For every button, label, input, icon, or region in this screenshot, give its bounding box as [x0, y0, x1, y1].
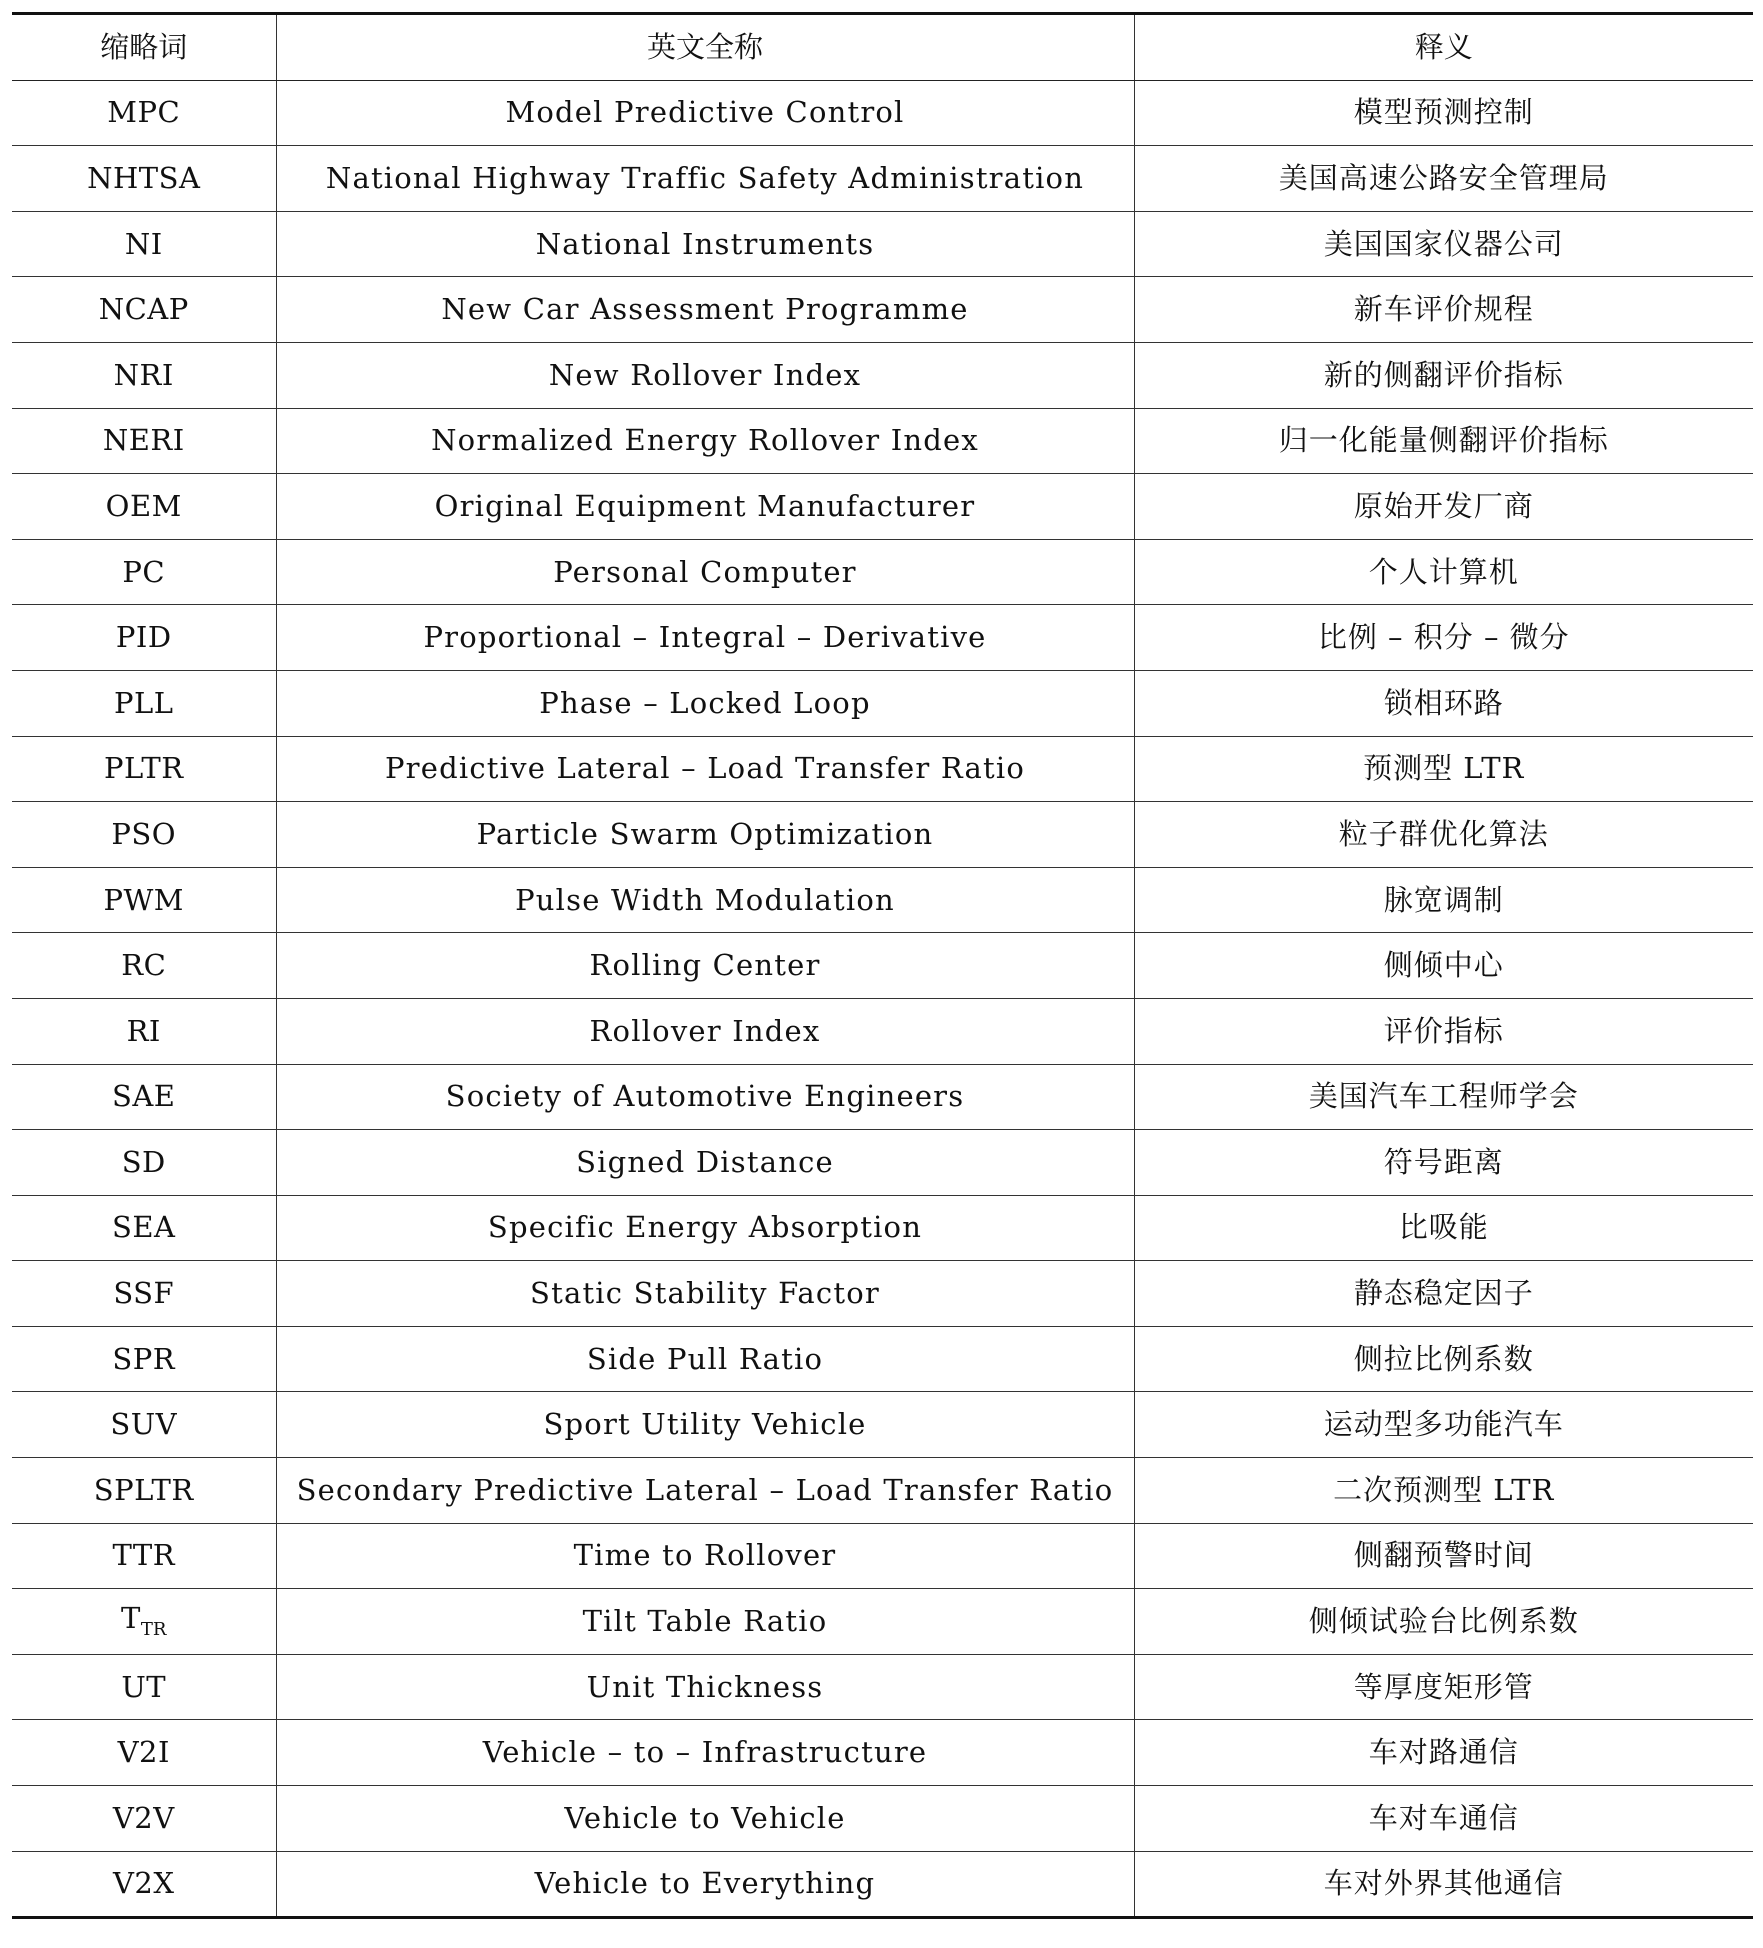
cell-abbreviation: [12, 998, 276, 1064]
cell-abbreviation: [12, 1851, 276, 1918]
table-row: [12, 605, 1753, 671]
cell-meaning: 美国汽车工程师学会: [1134, 1064, 1753, 1130]
abbreviation-text: MPC: [107, 95, 181, 130]
table-row: [12, 146, 1753, 212]
cell-full-name: Original Equipment Manufacturer: [276, 474, 1134, 540]
abbreviation-text: SPLTR: [93, 1472, 194, 1507]
cell-meaning: 脉宽调制: [1134, 867, 1753, 933]
cell-meaning: 美国高速公路安全管理局: [1134, 146, 1753, 212]
abbreviation-text: V2V: [112, 1800, 175, 1835]
cell-meaning: 比吸能: [1134, 1195, 1753, 1261]
cell-meaning: 原始开发厂商: [1134, 474, 1753, 540]
cell-meaning: 侧倾中心: [1134, 933, 1753, 999]
cell-abbreviation: [12, 539, 276, 605]
cell-abbreviation: [12, 1523, 276, 1589]
cell-abbreviation: [12, 1261, 276, 1327]
cell-full-name: National Highway Traffic Safety Administration: [276, 146, 1134, 212]
cell-abbreviation: [12, 1720, 276, 1786]
abbreviation-text: TTR: [112, 1538, 176, 1573]
cell-full-name: Particle Swarm Optimization: [276, 802, 1134, 868]
table-row: [12, 736, 1753, 802]
cell-full-name: Secondary Predictive Lateral – Load Transfer Ratio: [276, 1458, 1134, 1524]
cell-abbreviation: [12, 1786, 276, 1852]
table-row: [12, 1851, 1753, 1918]
header-row: [12, 14, 1753, 81]
cell-abbreviation: [12, 1064, 276, 1130]
cell-full-name: Tilt Table Ratio: [276, 1589, 1134, 1655]
cell-abbreviation: [12, 277, 276, 343]
table-row: [12, 1654, 1753, 1720]
cell-abbreviation: [12, 802, 276, 868]
table-row: [12, 933, 1753, 999]
cell-full-name: Vehicle – to – Infrastructure: [276, 1720, 1134, 1786]
table-row: [12, 670, 1753, 736]
cell-meaning: 侧拉比例系数: [1134, 1326, 1753, 1392]
cell-abbreviation: [12, 1458, 276, 1524]
abbreviation-text: V2X: [112, 1866, 175, 1901]
abbreviation-text: SEA: [112, 1210, 176, 1245]
cell-full-name: Side Pull Ratio: [276, 1326, 1134, 1392]
abbreviation-table: [12, 12, 1753, 1919]
cell-full-name: Time to Rollover: [276, 1523, 1134, 1589]
cell-full-name: Static Stability Factor: [276, 1261, 1134, 1327]
cell-meaning: 预测型 LTR: [1134, 736, 1753, 802]
cell-abbreviation: [12, 670, 276, 736]
table-row: [12, 1326, 1753, 1392]
table-row: [12, 1392, 1753, 1458]
cell-abbreviation: [12, 1589, 276, 1655]
table-row: [12, 211, 1753, 277]
cell-meaning: 侧翻预警时间: [1134, 1523, 1753, 1589]
cell-full-name: New Rollover Index: [276, 342, 1134, 408]
table-row: [12, 277, 1753, 343]
abbreviation-text: PLTR: [103, 751, 184, 786]
table-row: [12, 1261, 1753, 1327]
cell-meaning: 评价指标: [1134, 998, 1753, 1064]
cell-full-name: Vehicle to Everything: [276, 1851, 1134, 1918]
cell-abbreviation: [12, 867, 276, 933]
cell-full-name: Vehicle to Vehicle: [276, 1786, 1134, 1852]
abbreviation-text: V2I: [117, 1735, 170, 1770]
abbreviation-text: UT: [121, 1669, 167, 1704]
abbreviation-text: SUV: [110, 1407, 178, 1442]
cell-meaning: 美国国家仪器公司: [1134, 211, 1753, 277]
table-row: [12, 80, 1753, 146]
cell-meaning: 锁相环路: [1134, 670, 1753, 736]
abbreviation-text: PLL: [113, 685, 174, 720]
cell-abbreviation: [12, 1326, 276, 1392]
abbreviation-text: NRI: [113, 357, 174, 392]
abbreviation-text: SD: [121, 1144, 166, 1179]
cell-full-name: Specific Energy Absorption: [276, 1195, 1134, 1261]
cell-abbreviation: [12, 408, 276, 474]
cell-full-name: Normalized Energy Rollover Index: [276, 408, 1134, 474]
cell-full-name: Predictive Lateral – Load Transfer Ratio: [276, 736, 1134, 802]
cell-abbreviation: [12, 146, 276, 212]
cell-meaning: 模型预测控制: [1134, 80, 1753, 146]
cell-full-name: Proportional – Integral – Derivative: [276, 605, 1134, 671]
cell-abbreviation: [12, 736, 276, 802]
table-row: [12, 1064, 1753, 1130]
cell-abbreviation: [12, 474, 276, 540]
table-row: [12, 802, 1753, 868]
cell-abbreviation: [12, 1130, 276, 1196]
cell-full-name: Sport Utility Vehicle: [276, 1392, 1134, 1458]
cell-full-name: Signed Distance: [276, 1130, 1134, 1196]
cell-full-name: Personal Computer: [276, 539, 1134, 605]
table-row: [12, 1130, 1753, 1196]
abbreviation-text: T: [121, 1601, 141, 1636]
abbreviation-text: NHTSA: [87, 160, 201, 195]
abbreviation-text: PC: [122, 554, 166, 589]
table-row: [12, 1195, 1753, 1261]
cell-meaning: 个人计算机: [1134, 539, 1753, 605]
cell-meaning: 等厚度矩形管: [1134, 1654, 1753, 1720]
cell-abbreviation: [12, 1654, 276, 1720]
cell-meaning: 车对车通信: [1134, 1786, 1753, 1852]
cell-abbreviation: [12, 1392, 276, 1458]
abbreviation-text: SPR: [112, 1341, 176, 1376]
cell-abbreviation: [12, 605, 276, 671]
header-abbreviation: 缩略词: [12, 14, 276, 81]
abbreviation-text: RI: [126, 1013, 161, 1048]
table-row: [12, 474, 1753, 540]
cell-abbreviation: [12, 933, 276, 999]
cell-meaning: 车对路通信: [1134, 1720, 1753, 1786]
abbreviation-subscript: TR: [140, 1619, 167, 1641]
cell-meaning: 比例 – 积分 – 微分: [1134, 605, 1753, 671]
cell-meaning: 新车评价规程: [1134, 277, 1753, 343]
table-body: [12, 80, 1753, 1918]
cell-abbreviation: [12, 1195, 276, 1261]
cell-meaning: 侧倾试验台比例系数: [1134, 1589, 1753, 1655]
header-meaning: 释义: [1134, 14, 1753, 81]
table-row: [12, 867, 1753, 933]
abbreviation-text: PID: [115, 620, 172, 655]
cell-meaning: 归一化能量侧翻评价指标: [1134, 408, 1753, 474]
cell-full-name: National Instruments: [276, 211, 1134, 277]
cell-abbreviation: [12, 80, 276, 146]
abbreviation-text: NERI: [102, 423, 185, 458]
table-row: [12, 539, 1753, 605]
cell-full-name: Rolling Center: [276, 933, 1134, 999]
cell-full-name: Model Predictive Control: [276, 80, 1134, 146]
table-row: [12, 408, 1753, 474]
cell-full-name: New Car Assessment Programme: [276, 277, 1134, 343]
cell-meaning: 运动型多功能汽车: [1134, 1392, 1753, 1458]
table-header: [12, 14, 1753, 81]
cell-full-name: Rollover Index: [276, 998, 1134, 1064]
cell-full-name: Society of Automotive Engineers: [276, 1064, 1134, 1130]
abbreviation-text: RC: [121, 948, 167, 983]
cell-meaning: 二次预测型 LTR: [1134, 1458, 1753, 1524]
abbreviation-text: NI: [124, 226, 163, 261]
abbreviation-text: PSO: [111, 816, 177, 851]
table-row: [12, 1786, 1753, 1852]
abbreviation-text: PWM: [103, 882, 184, 917]
cell-abbreviation: [12, 211, 276, 277]
cell-full-name: Unit Thickness: [276, 1654, 1134, 1720]
abbreviation-text: NCAP: [98, 292, 189, 327]
table-row: [12, 1523, 1753, 1589]
table-row: [12, 1589, 1753, 1655]
cell-full-name: Pulse Width Modulation: [276, 867, 1134, 933]
cell-meaning: 车对外界其他通信: [1134, 1851, 1753, 1918]
cell-meaning: 粒子群优化算法: [1134, 802, 1753, 868]
abbreviation-text: SSF: [113, 1276, 175, 1311]
cell-full-name: Phase – Locked Loop: [276, 670, 1134, 736]
table-row: [12, 998, 1753, 1064]
cell-meaning: 静态稳定因子: [1134, 1261, 1753, 1327]
table-row: [12, 342, 1753, 408]
abbreviation-text: OEM: [105, 488, 182, 523]
table-row: [12, 1458, 1753, 1524]
cell-meaning: 新的侧翻评价指标: [1134, 342, 1753, 408]
cell-abbreviation: [12, 342, 276, 408]
header-full-name: 英文全称: [276, 14, 1134, 81]
table-row: [12, 1720, 1753, 1786]
abbreviation-text: SAE: [112, 1079, 176, 1114]
cell-meaning: 符号距离: [1134, 1130, 1753, 1196]
